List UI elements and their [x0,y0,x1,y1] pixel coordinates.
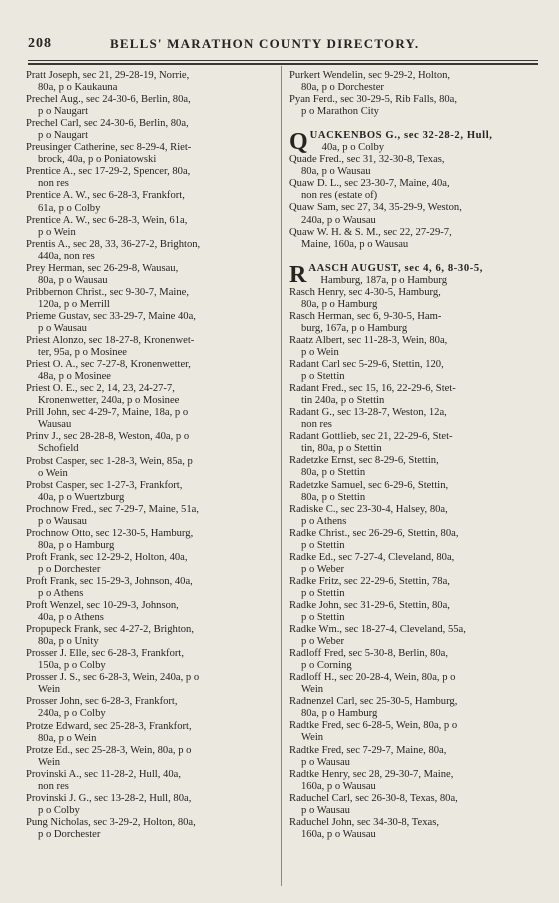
entry-line-2: o Wein [38,467,68,479]
running-title: BELLS' MARATHON COUNTY DIRECTORY. [110,36,420,51]
entry-line-2: 80a, p o Hamburg [38,539,115,551]
entry-line-2: 120a, p o Merrill [38,298,110,310]
section-gap [289,118,543,130]
directory-entry [289,720,543,744]
directory-entry [26,215,280,239]
entry-line-2: 80a, p o Kaukauna [38,82,118,94]
entry-line-2: p o Wausau [38,515,87,527]
entry-line-1: Prentis A., sec 28, 33, 36-27-2, Brighton, [26,238,201,250]
directory-entry [289,817,543,841]
entry-line-2: p o Wausau [301,804,350,816]
r-entries [289,287,543,841]
entry-line-2: tin 240a, p o Stettin [301,395,385,407]
entry-line-2: p o Stettin [301,371,345,383]
entry-line-1: Pratt Joseph, sec 21, 29-28-19, Norrie, [26,70,190,81]
entry-line-1: Prosser J. Elle, sec 6-28-3, Frankfort, [26,648,184,660]
entry-line-1: Radtke Fred, sec 6-28-5, Wein, 80a, p o [289,720,458,732]
entry-line-2: brock, 40a, p o Poniatowski [38,154,157,166]
entry-line-2: p o Wausau [38,322,87,334]
entry-line-1: Propupeck Frank, sec 4-27-2, Brighton, [26,624,194,636]
directory-entry [26,793,280,817]
entry-line-2: 40a, p o Athens [38,612,104,624]
entry-line-2: p o Corning [301,660,352,672]
directory-entry [289,178,543,202]
entry-line-2: p o Weber [301,636,345,648]
entry-line-1: Prentice A. W., sec 6-28-3, Frankfort, [26,190,185,202]
entry-line-1: Radetzke Samuel, sec 6-29-6, Stettin, [289,479,449,491]
entry-line-2: 440a, non res [38,250,95,262]
entry-line-1: Rasch Henry, sec 4-30-5, Hamburg, [289,286,441,298]
entry-line-2: 160a, p o Wausau [301,828,376,840]
entry-line-1: Radke Fritz, sec 22-29-6, Stettin, 78a, [289,575,450,587]
entry-line-1: Raduchel Carl, sec 26-30-8, Texas, 80a, [289,792,458,804]
section-gap [289,251,543,263]
entry-line-2: 80a, p o Stettin [301,491,366,503]
entry-line-1: Rasch Herman, sec 6, 9-30-5, Ham- [289,310,442,322]
entry-line-2: p o Dorchester [38,828,101,840]
entry-line-1: Radloff H., sec 20-28-4, Wein, 80a, p o [289,672,456,684]
entry-line-1: Radke Ed., sec 7-27-4, Cleveland, 80a, [289,551,455,563]
entry-line-2: p o Dorchester [38,563,101,575]
directory-entry [26,576,280,600]
entry-line-2: p o Marathon City [301,106,379,118]
directory-entry [289,335,543,359]
entry-line-2: p o Colby [38,804,80,816]
directory-entry [289,769,543,793]
entry-line-1: Prentice A. W., sec 6-28-3, Wein, 61a, [26,214,188,226]
entry-line-1: Pribbernon Christ., sec 9-30-7, Maine, [26,286,189,298]
directory-entry [26,817,280,841]
entry-line-2: Kronenwetter, 240a, p o Mosinee [38,395,180,407]
directory-entry [289,624,543,648]
entry-line-1: Probst Casper, sec 1-28-3, Wein, 85a, p [26,455,193,467]
entry-line-2: Wein [301,684,324,696]
entry-line-2: 40a, p o Wuertzburg [38,491,125,503]
entry-line-1: Prosser J. S., sec 6-28-3, Wein, 240a, p o [26,672,200,684]
entry-line-1: Provinski J. G., sec 13-28-2, Hull, 80a, [26,792,192,804]
entry-line-1: Radke John, sec 31-29-6, Stettin, 80a, [289,599,450,611]
entry-line-2: Wein [38,684,61,696]
entry-line-2: 80a, p o Hamburg [301,708,378,720]
entry-line-1: Protze Ed., sec 25-28-3, Wein, 80a, p o [26,744,192,756]
entry-line-1: Radant Carl sec 5-29-6, Stettin, 120, [289,359,444,371]
entry-line-1: Proft Frank, sec 12-29-2, Holton, 40a, [26,551,188,563]
header-rule-thick [28,63,538,65]
entry-line-1: Probst Casper, sec 1-27-3, Frankfort, [26,479,183,491]
directory-entry [26,648,280,672]
entry-line-1: Raatz Albert, sec 11-28-3, Wein, 80a, [289,334,448,346]
directory-entry [26,769,280,793]
directory-entry [289,431,543,455]
entry-line-1: Quaw D. L., sec 23-30-7, Maine, 40a, [289,178,450,190]
directory-entry [289,672,543,696]
directory-entry [289,696,543,720]
entry-line-2: 240a, p o Wausau [301,214,376,226]
entry-line-2: Wein [38,756,61,768]
directory-entry [26,190,280,214]
directory-entry [289,70,543,94]
q-entries [289,154,543,250]
entry-line-1: Priest O. E., sec 2, 14, 23, 24-27-7, [26,383,175,395]
entry-line-2: Hamburg, 187a, p o Hamburg [320,274,448,286]
entry-line-2: p o Stettin [301,612,345,624]
directory-entry [26,600,280,624]
entry-line-1: Radtke Fred, sec 7-29-7, Maine, 80a, [289,744,447,756]
entry-line-2: p o Stettin [301,587,345,599]
entry-line-1: Radke Wm., sec 18-27-4, Cleveland, 55a, [289,624,466,636]
directory-entry [289,648,543,672]
directory-entry [26,552,280,576]
right-p-entries [289,70,543,118]
directory-entry [26,118,280,142]
entry-line-1: Pung Nicholas, sec 3-29-2, Holton, 80a, [26,816,196,828]
entry-line-2: 40a, p o Colby [321,142,385,154]
directory-entry [26,696,280,720]
directory-entry [26,335,280,359]
entry-line-2: 80a, p o Unity [38,636,99,648]
entry-line-2: p o Athens [38,588,84,600]
entry-line-2: p o Wein [301,346,339,358]
directory-entry [26,142,280,166]
entry-line-1: Prinv J., sec 28-28-8, Weston, 40a, p o [26,431,190,443]
directory-entry [26,311,280,335]
entry-line-1: Prochnow Fred., sec 7-29-7, Maine, 51a, [26,503,199,515]
entry-line-2: non res [301,419,332,431]
entry-line-2: non res [38,178,69,190]
entry-line-2: Maine, 160a, p o Wausau [301,238,409,250]
entry-line-1: Prey Herman, sec 26-29-8, Wausau, [26,262,179,274]
left-column [26,70,280,841]
directory-entry [289,154,543,178]
entry-line-2: 80a, p o Wein [38,732,97,744]
directory-entry [289,576,543,600]
entry-line-2: non res [38,780,69,792]
entry-line-2: p o Athens [301,515,347,527]
entry-line-1: AASCH AUGUST, sec 4, 6, 8-30-5, [308,262,484,274]
entry-line-1: Proft Frank, sec 15-29-3, Johnson, 40a, [26,575,193,587]
entry-line-1: Radloff Fred, sec 5-30-8, Berlin, 80a, [289,648,448,660]
header-rule [28,60,538,61]
q-section-first-entry [289,130,543,154]
directory-entry [289,793,543,817]
directory-entry [26,239,280,263]
entry-line-1: Prentice A., sec 17-29-2, Spencer, 80a, [26,166,191,178]
column-divider [281,66,282,886]
entry-line-1: Radant Fred., sec 15, 16, 22-29-6, Stet- [289,383,456,395]
entry-line-1: Radetzke Ernst, sec 8-29-6, Stettin, [289,455,439,467]
directory-entry [26,263,280,287]
directory-entry [26,70,280,94]
entry-line-1: Protze Edward, sec 25-28-3, Frankfort, [26,720,192,732]
entry-line-1: Preusinger Catherine, sec 8-29-4, Riet- [26,142,192,154]
directory-entry [289,202,543,226]
entry-line-1: Radke Christ., sec 26-29-6, Stettin, 80a, [289,527,459,539]
entry-line-2: p o Wein [38,226,76,238]
directory-entry [26,480,280,504]
entry-line-2: p o Stettin [301,539,345,551]
entry-line-1: Radiske C., sec 23-30-4, Halsey, 80a, [289,503,448,515]
entry-line-2: 80a, p o Wausau [301,166,371,178]
directory-entry [26,672,280,696]
entry-line-1: Purkert Wendelin, sec 9-29-2, Holton, [289,70,451,81]
section-initial-r: R [289,261,307,288]
entry-line-2: 80a, p o Dorchester [301,82,384,94]
entry-line-2: Schofield [38,443,79,455]
entry-line-1: Raduchel John, sec 34-30-8, Texas, [289,816,439,828]
directory-entry [26,528,280,552]
entry-line-1: Prechel Carl, sec 24-30-6, Berlin, 80a, [26,118,189,130]
directory-entry [26,456,280,480]
entry-line-1: Prieme Gustav, sec 33-29-7, Maine 40a, [26,310,196,322]
directory-entry [289,600,543,624]
entry-line-1: Prosser John, sec 6-28-3, Frankfort, [26,696,178,708]
entry-line-2: tin, 80a, p o Stettin [301,443,382,455]
entry-line-2: 61a, p o Colby [38,202,101,214]
entry-line-2: 80a, p o Hamburg [301,298,378,310]
entry-line-2: 80a, p o Wausau [38,274,108,286]
entry-line-1: Proft Wenzel, sec 10-29-3, Johnson, [26,600,179,612]
directory-entry [289,227,543,251]
directory-entry [289,359,543,383]
entry-line-1: Radtke Henry, sec 28, 29-30-7, Maine, [289,768,454,780]
directory-entry [289,287,543,311]
entry-line-1: Priest Alonzo, sec 18-27-8, Kronenwet- [26,335,195,347]
directory-entry [26,504,280,528]
entry-line-1: Provinski A., sec 11-28-2, Hull, 40a, [26,768,181,780]
entry-line-2: 240a, p o Colby [38,708,106,720]
entry-line-2: Wausau [38,419,72,431]
entry-line-2: Wein [301,732,324,744]
directory-entry [26,721,280,745]
directory-entry [289,480,543,504]
directory-entry [26,624,280,648]
entry-line-2: 48a, p o Mosinee [38,371,111,383]
entry-line-2: ter, 95a, p o Mosinee [38,347,128,359]
entry-line-1: Prill John, sec 4-29-7, Maine, 18a, p o [26,407,189,419]
entry-line-1: Pyan Ferd., sec 30-29-5, Rib Falls, 80a, [289,94,458,106]
directory-entry [289,383,543,407]
entry-line-2: burg, 167a, p o Hamburg [301,322,408,334]
directory-entry [26,745,280,769]
entry-line-1: Quaw W. H. & S. M., sec 22, 27-29-7, [289,226,452,238]
directory-entry [289,504,543,528]
entry-line-1: Prechel Aug., sec 24-30-6, Berlin, 80a, [26,94,191,106]
entry-line-1: Radant Gottlieb, sec 21, 22-29-6, Stet- [289,431,453,443]
entry-line-1: UACKENBOS G., sec 32-28-2, Hull, [309,130,493,142]
directory-entry [26,359,280,383]
directory-entry [289,455,543,479]
directory-entry [289,311,543,335]
entry-line-2: 160a, p o Wausau [301,780,376,792]
entry-line-1: Quade Fred., sec 31, 32-30-8, Texas, [289,154,445,166]
directory-entry [26,383,280,407]
entry-line-2: non res (estate of) [301,190,378,202]
entry-line-1: Priest O. A., sec 7-27-8, Kronenwetter, [26,359,191,371]
directory-entry [289,552,543,576]
right-column [289,70,543,841]
entry-line-2: p o Naugart [38,106,89,118]
entry-line-2: p o Wausau [301,756,350,768]
directory-entry [289,528,543,552]
page-number: 208 [28,36,52,51]
directory-entry [289,745,543,769]
entry-line-2: p o Weber [301,563,345,575]
entry-line-2: 80a, p o Stettin [301,467,366,479]
entry-line-1: Prochnow Otto, sec 12-30-5, Hamburg, [26,527,194,539]
directory-entry [26,287,280,311]
directory-entry [26,94,280,118]
entry-line-2: p o Naugart [38,130,89,142]
directory-entry [26,407,280,431]
r-section-first-entry [289,263,543,287]
directory-entry [289,407,543,431]
entry-line-1: Radnenzel Carl, sec 25-30-5, Hamburg, [289,696,458,708]
directory-entry [26,431,280,455]
entry-line-1: Quaw Sam, sec 27, 34, 35-29-9, Weston, [289,202,462,214]
entry-line-1: Radant G., sec 13-28-7, Weston, 12a, [289,407,447,419]
section-initial-q: Q [289,129,308,156]
page-header [28,36,448,56]
directory-entry [26,166,280,190]
entry-line-2: 150a, p o Colby [38,660,106,672]
directory-entry [289,94,543,118]
